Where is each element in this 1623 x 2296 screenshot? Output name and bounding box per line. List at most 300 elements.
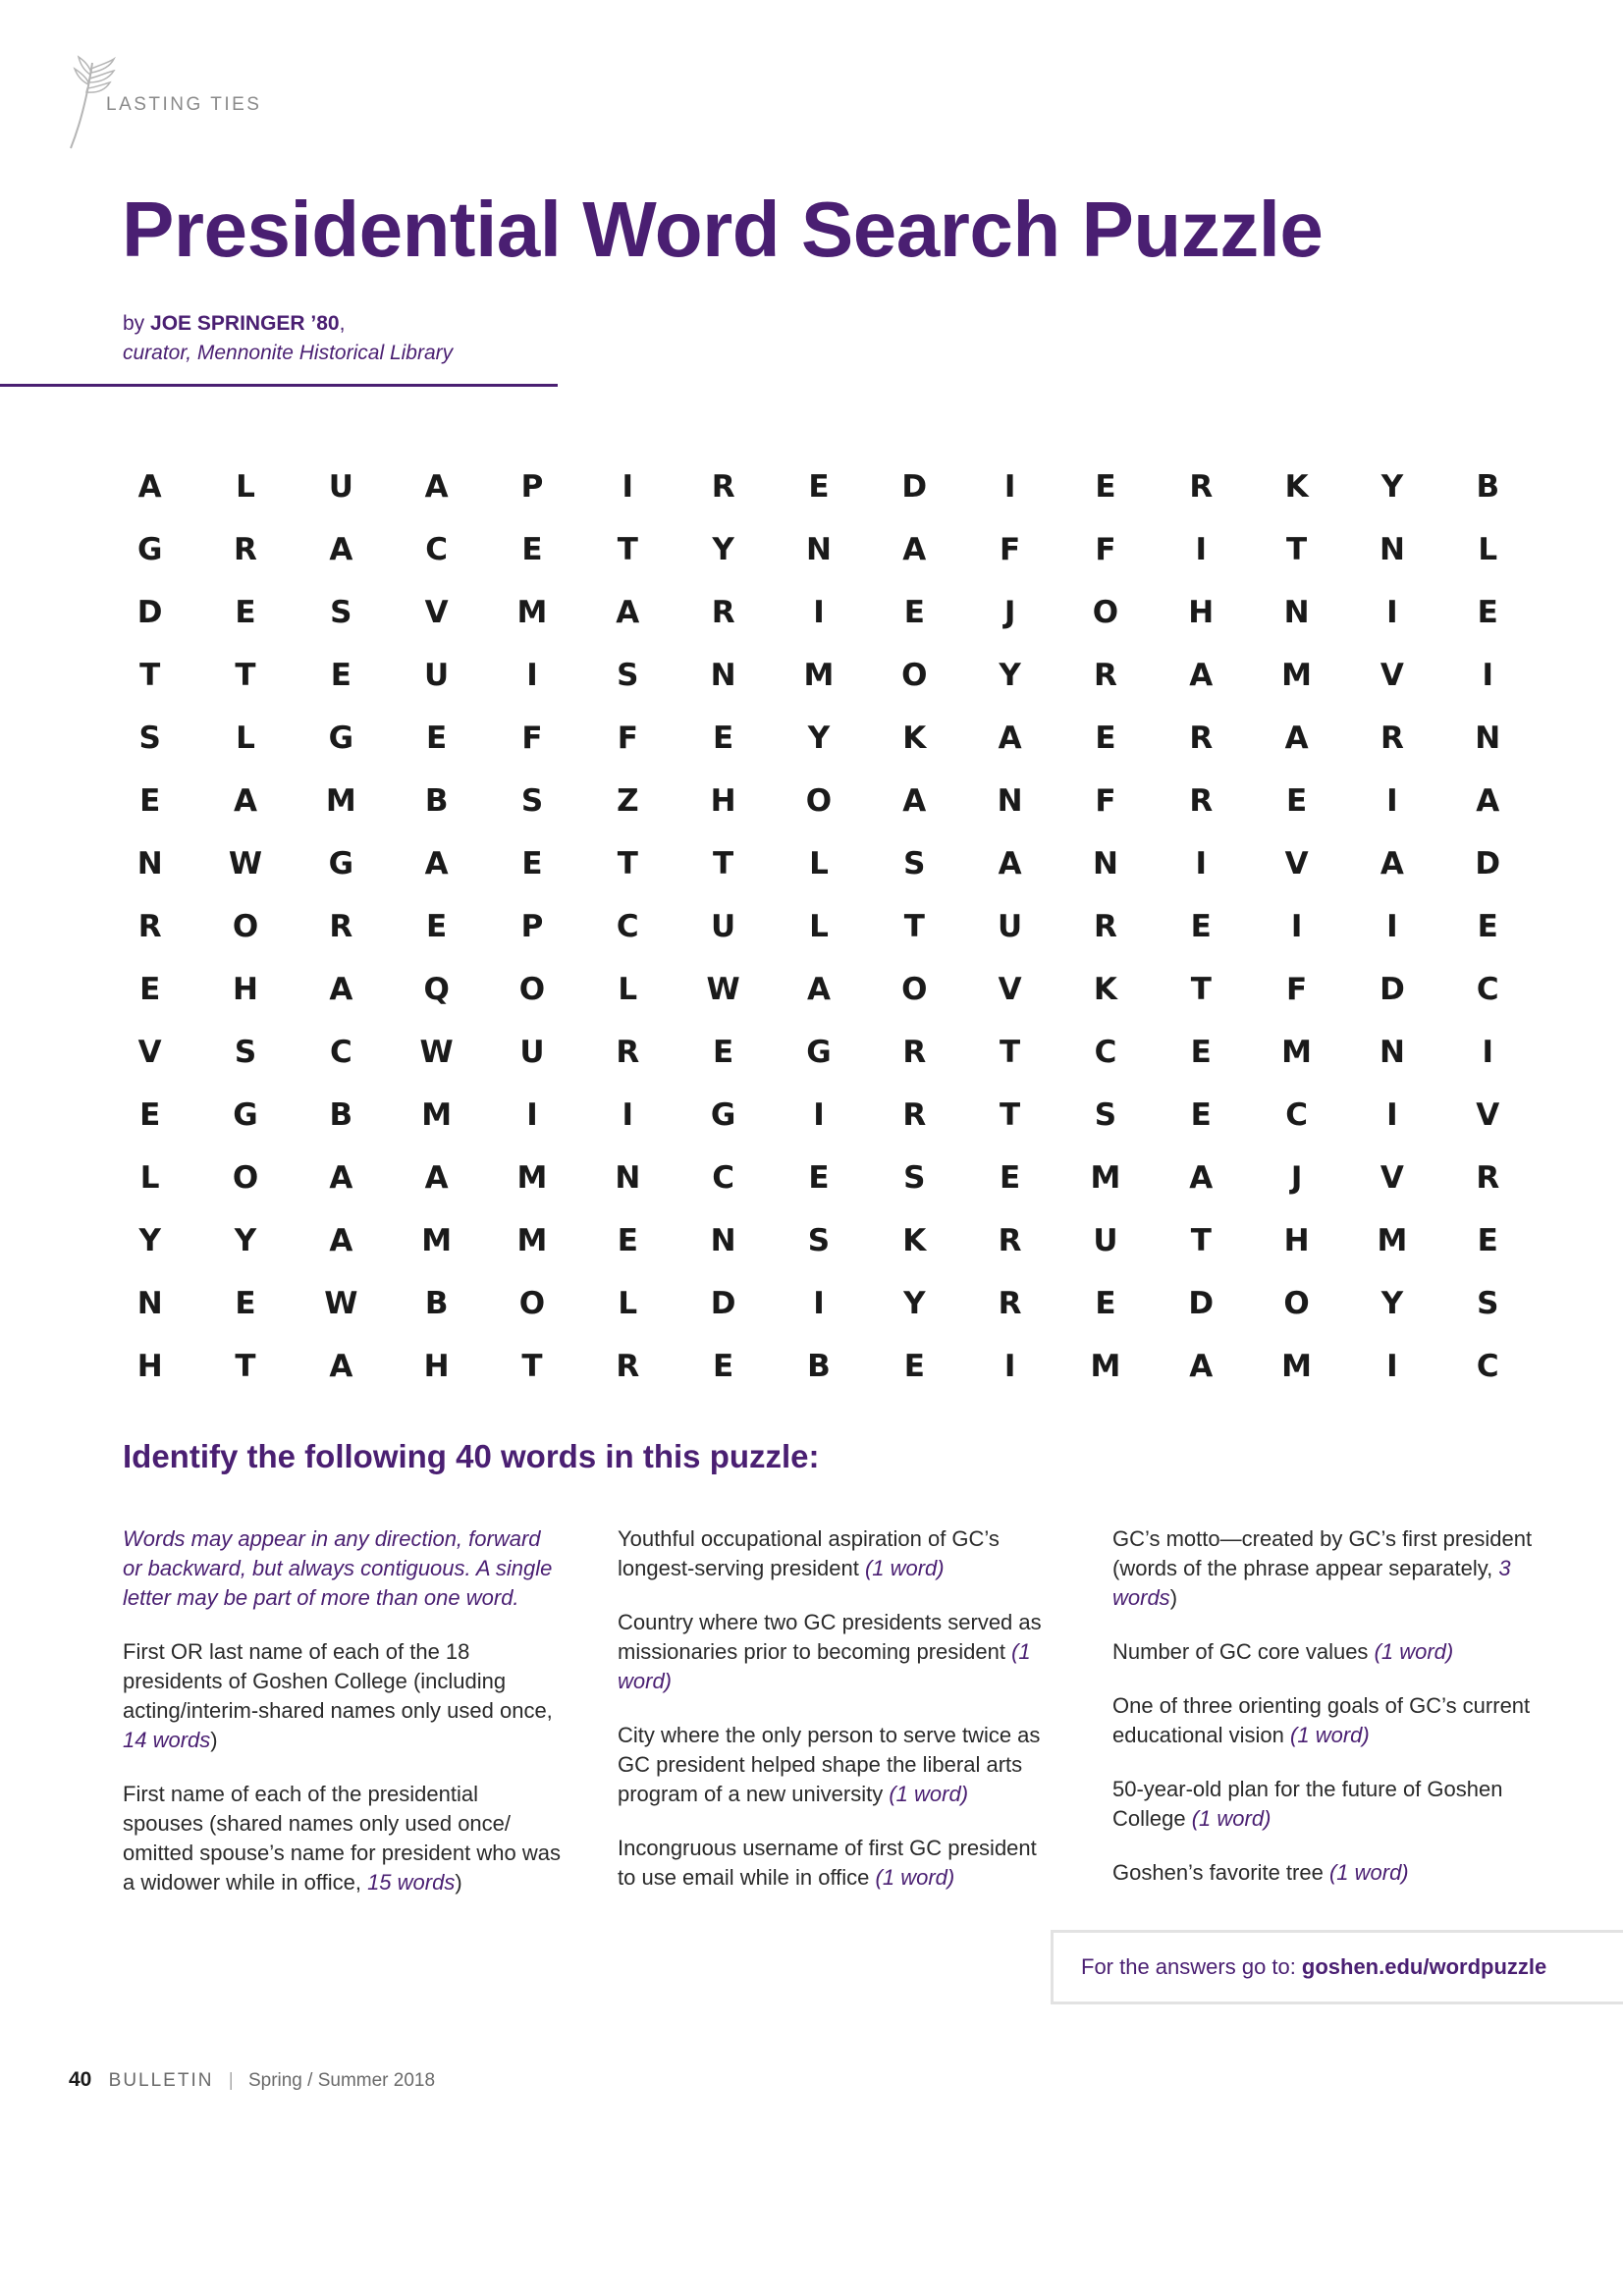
grid-letter: S	[234, 1035, 257, 1070]
grid-row	[102, 1272, 1536, 1335]
publication-name: BULLETIN	[108, 2070, 214, 2091]
grid-letter: M	[516, 1160, 548, 1196]
grid-row	[102, 707, 1536, 770]
grid-letter: L	[236, 469, 255, 505]
grid-letter: N	[136, 846, 163, 881]
grid-letter: I	[813, 595, 825, 630]
clue-text: Number of GC core values	[1112, 1639, 1369, 1664]
grid-letter: I	[1482, 1035, 1494, 1070]
answers-prefix: For the answers go to:	[1081, 1954, 1296, 1979]
grid-letter: T	[139, 658, 161, 693]
grid-letter: M	[516, 1223, 548, 1258]
grid-letter: I	[526, 1097, 538, 1133]
grid-letter: T	[713, 846, 734, 881]
grid-letter: I	[813, 1286, 825, 1321]
grid-letter: A	[998, 846, 1022, 881]
grid-letter: C	[616, 909, 639, 944]
clue-text: First name of each of the presidential spouses (shared names only used once/ omitted spouse’s name for president who was a widower while in office,	[123, 1782, 561, 1895]
clue-column-2	[618, 1524, 1059, 1917]
grid-letter: U	[998, 909, 1023, 944]
grid-letter: R	[998, 1223, 1022, 1258]
grid-letter: O	[901, 972, 928, 1007]
grid-letter: A	[806, 972, 831, 1007]
grid-letter: I	[1386, 595, 1398, 630]
byline-divider	[0, 384, 558, 387]
grid-letter: V	[1284, 846, 1309, 881]
grid-letter: M	[421, 1223, 453, 1258]
grid-letter: Y	[999, 658, 1021, 693]
grid-letter: S	[807, 1223, 831, 1258]
grid-row	[102, 1209, 1536, 1272]
grid-letter: S	[903, 846, 926, 881]
grid-letter: A	[137, 469, 162, 505]
grid-letter: L	[139, 1160, 160, 1196]
clue-hint: 14 words	[123, 1728, 211, 1752]
grid-letter: N	[997, 783, 1023, 819]
grid-letter: N	[805, 532, 832, 567]
grid-row	[102, 895, 1536, 958]
grid-letter: S	[520, 783, 544, 819]
grid-letter: K	[902, 721, 927, 756]
grid-letter: E	[713, 721, 734, 756]
instructions-heading: Identify the following 40 words in this puzzle:	[123, 1438, 820, 1474]
page-footer	[69, 2068, 435, 2092]
clue-hint: (1 word)	[889, 1782, 969, 1806]
grid-letter: R	[1189, 469, 1214, 505]
grid-letter: W	[419, 1035, 454, 1070]
clue-column-3	[1112, 1524, 1544, 1912]
grid-letter: A	[329, 972, 353, 1007]
grid-letter: R	[137, 909, 162, 944]
grid-letter: R	[902, 1035, 927, 1070]
grid-letter: D	[710, 1286, 736, 1321]
author-suffix: ,	[339, 312, 346, 335]
grid-letter: A	[902, 783, 927, 819]
grid-letter: E	[521, 846, 543, 881]
grid-letter: A	[329, 1349, 353, 1384]
grid-letter: R	[1189, 783, 1214, 819]
grid-letter: Y	[903, 1286, 926, 1321]
grid-letter: M	[325, 783, 356, 819]
clue-item	[1112, 1524, 1544, 1613]
grid-letter: W	[228, 846, 263, 881]
grid-letter: V	[424, 595, 449, 630]
grid-letter: T	[617, 532, 638, 567]
grid-letter: R	[234, 532, 257, 567]
grid-letter: A	[902, 532, 927, 567]
grid-letter: W	[324, 1286, 358, 1321]
grid-letter: R	[711, 595, 735, 630]
grid-letter: T	[1190, 1223, 1212, 1258]
clue-text: Words may appear in any direction, forward or backward, but always contiguous. A single letter may be part of more than one word.	[123, 1526, 553, 1610]
clue-item	[1112, 1858, 1544, 1888]
grid-letter: L	[809, 909, 829, 944]
grid-letter: L	[618, 1286, 638, 1321]
grid-letter: E	[617, 1223, 638, 1258]
clue-hint: (1 word)	[1191, 1806, 1271, 1831]
grid-letter: C	[1285, 1097, 1308, 1133]
grid-letter: E	[1190, 1035, 1212, 1070]
grid-letter: C	[1476, 972, 1499, 1007]
grid-letter: I	[526, 658, 538, 693]
grid-letter: H	[710, 783, 736, 819]
grid-letter: Q	[423, 972, 450, 1007]
grid-row	[102, 1021, 1536, 1084]
grid-letter: R	[1189, 721, 1214, 756]
grid-letter: M	[1377, 1223, 1408, 1258]
grid-letter: Z	[617, 783, 639, 819]
grid-letter: N	[136, 1286, 163, 1321]
grid-letter: S	[330, 595, 352, 630]
grid-letter: K	[902, 1223, 927, 1258]
grid-letter: U	[711, 909, 736, 944]
grid-letter: Y	[1380, 1286, 1404, 1321]
grid-letter: A	[1189, 1160, 1214, 1196]
grid-row	[102, 1147, 1536, 1209]
grid-letter: R	[1380, 721, 1404, 756]
clue-text: Country where two GC presidents served as missionaries prior to becoming president	[618, 1610, 1042, 1664]
grid-letter: H	[136, 1349, 163, 1384]
grid-letter: N	[615, 1160, 641, 1196]
grid-letter: I	[1386, 1097, 1398, 1133]
grid-letter: V	[137, 1035, 162, 1070]
grid-letter: T	[235, 1349, 256, 1384]
grid-letter: S	[1477, 1286, 1499, 1321]
grid-letter: E	[903, 595, 925, 630]
grid-letter: I	[1195, 532, 1208, 567]
grid-letter: E	[1477, 909, 1498, 944]
grid-letter: G	[328, 846, 354, 881]
clue-hint: (1 word)	[875, 1865, 955, 1890]
grid-letter: E	[713, 1035, 734, 1070]
grid-letter: B	[329, 1097, 353, 1133]
grid-letter: A	[998, 721, 1022, 756]
grid-letter: I	[1290, 909, 1303, 944]
clue-text: First OR last name of each of the 18 presidents of Goshen College (including acting/interim-shared names only used once,	[123, 1639, 553, 1723]
grid-letter: V	[1476, 1097, 1500, 1133]
clue-hint: (1 word)	[1374, 1639, 1454, 1664]
section-header	[63, 55, 279, 163]
grid-letter: E	[1095, 1286, 1116, 1321]
grid-letter: M	[1090, 1160, 1121, 1196]
grid-letter: Y	[712, 532, 734, 567]
clue-text: Incongruous username of first GC president to use email while in office	[618, 1836, 1037, 1890]
grid-letter: M	[1281, 1349, 1313, 1384]
clue-hint: (1 word)	[1290, 1723, 1370, 1747]
grid-letter: E	[903, 1349, 925, 1384]
grid-letter: I	[1386, 783, 1398, 819]
grid-letter: B	[424, 783, 449, 819]
grid-letter: G	[328, 721, 354, 756]
grid-letter: V	[998, 972, 1022, 1007]
author-name: JOE SPRINGER ’80	[150, 312, 340, 335]
grid-letter: E	[1190, 909, 1212, 944]
clue-hint: 15 words	[367, 1870, 456, 1895]
grid-letter: Y	[138, 1223, 161, 1258]
grid-letter: R	[616, 1349, 640, 1384]
clue-item	[123, 1780, 565, 1897]
grid-letter: Y	[234, 1223, 257, 1258]
grid-letter: W	[706, 972, 740, 1007]
grid-letter: G	[233, 1097, 258, 1133]
grid-letter: S	[617, 658, 639, 693]
grid-letter: N	[1283, 595, 1310, 630]
clue-hint: (1 word)	[1328, 1860, 1409, 1885]
grid-letter: O	[1283, 1286, 1310, 1321]
grid-letter: E	[1095, 721, 1116, 756]
grid-letter: E	[1000, 1160, 1021, 1196]
clue-item	[1112, 1637, 1544, 1667]
grid-row	[102, 644, 1536, 707]
grid-letter: J	[1003, 595, 1016, 630]
clue-item	[618, 1608, 1059, 1696]
grid-letter: B	[807, 1349, 831, 1384]
grid-letter: A	[329, 532, 353, 567]
grid-letter: I	[1482, 658, 1494, 693]
grid-letter: E	[713, 1349, 734, 1384]
grid-letter: T	[617, 846, 638, 881]
grid-letter: D	[1475, 846, 1501, 881]
grid-letter: E	[426, 721, 448, 756]
clue-item	[618, 1524, 1059, 1583]
grid-letter: A	[1189, 658, 1214, 693]
grid-letter: M	[1090, 1349, 1121, 1384]
grid-letter: H	[1283, 1223, 1310, 1258]
grid-letter: S	[1094, 1097, 1117, 1133]
clue-close: )	[455, 1870, 462, 1895]
grid-letter: R	[329, 909, 353, 944]
grid-letter: I	[1386, 909, 1398, 944]
grid-letter: G	[710, 1097, 736, 1133]
grid-letter: H	[1188, 595, 1215, 630]
grid-letter: A	[424, 469, 449, 505]
grid-letter: M	[421, 1097, 453, 1133]
grid-letter: V	[1380, 1160, 1404, 1196]
clue-item	[1112, 1691, 1544, 1750]
grid-letter: I	[1386, 1349, 1398, 1384]
grid-letter: D	[1380, 972, 1405, 1007]
grid-letter: R	[1094, 909, 1117, 944]
grid-letter: D	[1188, 1286, 1215, 1321]
grid-letter: O	[805, 783, 833, 819]
grid-letter: G	[136, 532, 163, 567]
grid-letter: A	[1380, 846, 1404, 881]
issue-date: Spring / Summer 2018	[247, 2070, 436, 2091]
grid-row	[102, 1335, 1536, 1398]
grid-letter: T	[521, 1349, 543, 1384]
clue-item	[618, 1834, 1059, 1893]
grid-letter: E	[1190, 1097, 1212, 1133]
clue-text: Youthful occupational aspiration of GC’s longest-serving president	[618, 1526, 1000, 1580]
grid-letter: M	[1281, 658, 1313, 693]
grid-letter: A	[329, 1223, 353, 1258]
grid-letter: O	[901, 658, 928, 693]
answers-link[interactable]: goshen.edu/wordpuzzle	[1301, 1954, 1547, 1979]
grid-letter: L	[618, 972, 638, 1007]
grid-letter: T	[1190, 972, 1212, 1007]
grid-letter: P	[520, 909, 544, 944]
grid-letter: F	[1095, 532, 1116, 567]
grid-row	[102, 1084, 1536, 1147]
grid-letter: U	[424, 658, 450, 693]
grid-letter: N	[1379, 532, 1405, 567]
grid-row	[102, 832, 1536, 895]
grid-letter: I	[1003, 1349, 1016, 1384]
grid-letter: U	[328, 469, 353, 505]
grid-letter: R	[902, 1097, 927, 1133]
grid-letter: E	[139, 1097, 161, 1133]
grid-letter: R	[998, 1286, 1022, 1321]
grid-letter: B	[1476, 469, 1500, 505]
grid-letter: E	[521, 532, 543, 567]
grid-letter: S	[138, 721, 161, 756]
grid-letter: H	[233, 972, 258, 1007]
grid-letter: B	[424, 1286, 449, 1321]
grid-letter: L	[1478, 532, 1498, 567]
grid-letter: O	[232, 909, 259, 944]
grid-letter: O	[232, 1160, 259, 1196]
grid-letter: F	[1000, 532, 1021, 567]
grid-row	[102, 518, 1536, 581]
byline	[123, 309, 453, 368]
grid-letter: A	[424, 846, 449, 881]
grid-letter: M	[1281, 1035, 1313, 1070]
grid-letter: Y	[1380, 469, 1404, 505]
grid-row	[102, 958, 1536, 1021]
clue-item	[1112, 1775, 1544, 1834]
grid-letter: O	[518, 1286, 546, 1321]
grid-letter: U	[519, 1035, 545, 1070]
grid-letter: M	[516, 595, 548, 630]
grid-letter: E	[139, 972, 161, 1007]
grid-letter: K	[1093, 972, 1117, 1007]
clue-item	[618, 1721, 1059, 1809]
grid-letter: H	[423, 1349, 450, 1384]
grid-letter: L	[236, 721, 255, 756]
grid-letter: T	[235, 658, 256, 693]
grid-letter: E	[330, 658, 352, 693]
grid-letter: E	[1095, 469, 1116, 505]
grid-letter: R	[711, 469, 735, 505]
answers-callout	[1051, 1930, 1623, 2004]
grid-letter: C	[1094, 1035, 1117, 1070]
grid-letter: E	[1477, 1223, 1498, 1258]
grid-letter: N	[710, 1223, 736, 1258]
grid-letter: T	[903, 909, 925, 944]
clue-text: Goshen’s favorite tree	[1112, 1860, 1324, 1885]
grid-letter: R	[1094, 658, 1117, 693]
section-label: LASTING TIES	[106, 94, 262, 115]
grid-letter: A	[1476, 783, 1500, 819]
grid-letter: E	[808, 1160, 830, 1196]
grid-letter: R	[1476, 1160, 1500, 1196]
grid-letter: R	[616, 1035, 640, 1070]
grid-letter: I	[1003, 469, 1016, 505]
grid-letter: J	[1290, 1160, 1303, 1196]
grid-row	[102, 770, 1536, 832]
grid-letter: P	[520, 469, 544, 505]
grid-letter: C	[1476, 1349, 1499, 1384]
grid-letter: K	[1284, 469, 1309, 505]
grid-letter: E	[235, 1286, 256, 1321]
grid-letter: G	[806, 1035, 832, 1070]
clue-hint: (1 word)	[618, 1639, 1031, 1693]
page-number: 40	[69, 2068, 92, 2091]
grid-letter: F	[1286, 972, 1308, 1007]
grid-letter: M	[803, 658, 835, 693]
page-title: Presidential Word Search Puzzle	[122, 186, 1324, 273]
grid-letter: F	[1095, 783, 1116, 819]
byline-prefix: by	[123, 312, 145, 335]
grid-letter: D	[901, 469, 928, 505]
clue-hint: 3 words	[1112, 1556, 1511, 1610]
clue-column-1	[123, 1524, 565, 1922]
grid-letter: A	[329, 1160, 353, 1196]
footer-separator: |	[228, 2070, 234, 2091]
grid-letter: F	[617, 721, 638, 756]
clue-close: )	[1169, 1585, 1178, 1610]
grid-letter: T	[1286, 532, 1308, 567]
grid-letter: A	[1284, 721, 1309, 756]
grid-letter: E	[426, 909, 448, 944]
puzzle-rules-note	[123, 1524, 565, 1613]
grid-letter: Y	[807, 721, 831, 756]
grid-letter: T	[1000, 1097, 1021, 1133]
clue-text: 50-year-old plan for the future of Goshen College	[1112, 1777, 1503, 1831]
word-search-grid	[102, 455, 1536, 1398]
grid-row	[102, 455, 1536, 518]
grid-letter: I	[813, 1097, 825, 1133]
grid-letter: O	[518, 972, 546, 1007]
grid-letter: C	[425, 532, 449, 567]
grid-letter: T	[1000, 1035, 1021, 1070]
grid-letter: N	[1475, 721, 1501, 756]
grid-letter: N	[1092, 846, 1118, 881]
grid-letter: E	[139, 783, 161, 819]
grid-letter: A	[1189, 1349, 1214, 1384]
grid-letter: C	[329, 1035, 352, 1070]
grid-letter: E	[808, 469, 830, 505]
clue-text: City where the only person to serve twice as GC president helped shape the liberal arts program of a new university	[618, 1723, 1041, 1806]
grid-letter: A	[616, 595, 640, 630]
grid-letter: V	[1380, 658, 1404, 693]
grid-letter: I	[622, 469, 634, 505]
grid-row	[102, 581, 1536, 644]
grid-letter: N	[710, 658, 736, 693]
grid-letter: A	[424, 1160, 449, 1196]
grid-letter: O	[1092, 595, 1119, 630]
grid-letter: C	[712, 1160, 735, 1196]
clue-text: GC’s motto—created by GC’s first president (words of the phrase appear separately,	[1112, 1526, 1533, 1580]
grid-letter: F	[521, 721, 543, 756]
grid-letter: S	[903, 1160, 926, 1196]
grid-letter: D	[136, 595, 163, 630]
grid-letter: N	[1379, 1035, 1405, 1070]
author-role: curator, Mennonite Historical Library	[123, 342, 454, 364]
grid-letter: A	[233, 783, 257, 819]
grid-letter: E	[1477, 595, 1498, 630]
clue-item	[123, 1637, 565, 1755]
grid-letter: I	[622, 1097, 634, 1133]
grid-letter: U	[1093, 1223, 1118, 1258]
grid-letter: E	[1286, 783, 1308, 819]
clue-close: )	[210, 1728, 218, 1752]
grid-letter: L	[809, 846, 829, 881]
clue-hint: (1 word)	[864, 1556, 945, 1580]
grid-letter: E	[235, 595, 256, 630]
grid-letter: I	[1195, 846, 1208, 881]
clue-text: One of three orienting goals of GC’s current educational vision	[1112, 1693, 1531, 1747]
